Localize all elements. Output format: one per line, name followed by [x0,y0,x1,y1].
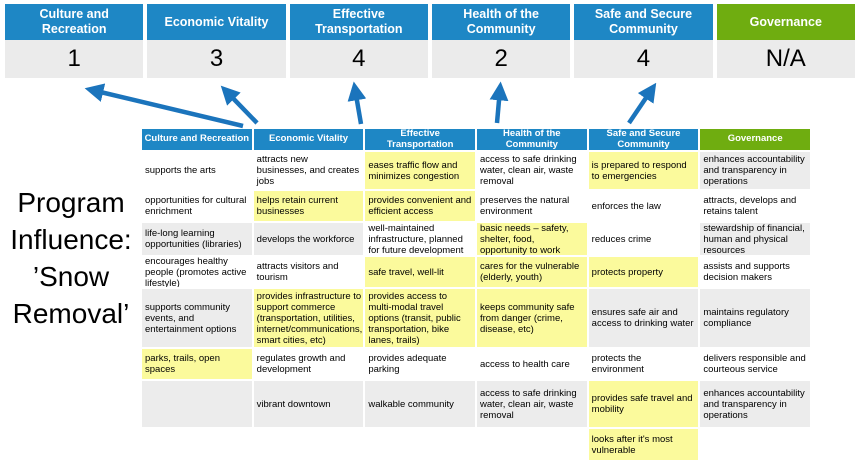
pillar-score: 3 [147,40,285,78]
matrix-cell: supports the arts [142,152,252,189]
matrix-cell-empty [365,429,475,460]
matrix-cell: safe travel, well-lit [365,257,475,287]
matrix-cell: enhances accountability and transparency in operations [700,152,810,189]
pillar-header: Culture and Recreation [5,4,143,40]
pillar-score: 1 [5,40,143,78]
matrix-header: Economic Vitality [254,129,364,150]
matrix-cell: assists and supports decision makers [700,257,810,287]
arrow-up-icon [226,91,257,123]
pillar-header-band [5,4,855,40]
matrix-cell: eases traffic flow and minimizes congestion [365,152,475,189]
pillar-header: Governance [717,4,855,40]
matrix-cell: looks after it's most vulnerable [589,429,699,460]
matrix-cell: access to safe drinking water, clean air, waste removal [477,381,587,427]
matrix-cell: protects the environment [589,349,699,379]
matrix-cell: provides safe travel and mobility [589,381,699,427]
matrix-header: Safe and Secure Community [589,129,699,150]
matrix-cell: preserves the natural environment [477,191,587,221]
score-arrows [0,78,859,130]
matrix-cell: protects property [589,257,699,287]
pillar-score: N/A [717,40,855,78]
matrix-cell-empty [477,429,587,460]
matrix-cell: delivers responsible and courteous service [700,349,810,379]
pillar-header: Health of the Community [432,4,570,40]
matrix-cell: provides adequate parking [365,349,475,379]
matrix-cell: is prepared to respond to emergencies [589,152,699,189]
arrow-up-icon [497,89,500,123]
matrix-cell: provides convenient and efficient access [365,191,475,221]
matrix-cell: reduces crime [589,223,699,255]
pillar-header: Safe and Secure Community [574,4,712,40]
matrix-cell-empty [142,429,252,460]
arrow-up-icon [92,90,243,126]
matrix-cell: provides infrastructure to support commerce (transportation, utilities, internet/communications, smart cities, etc) [254,289,364,347]
matrix-cell: maintains regulatory compliance [700,289,810,347]
matrix-header: Effective Transportation [365,129,475,150]
matrix-cell: opportunities for cultural enrichment [142,191,252,221]
pillar-score: 2 [432,40,570,78]
matrix-cell: life-long learning opportunities (libraries) [142,223,252,255]
matrix-header: Health of the Community [477,129,587,150]
matrix-cell: develops the workforce [254,223,364,255]
matrix-header: Culture and Recreation [142,129,252,150]
matrix-cell: enforces the law [589,191,699,221]
matrix-cell: provides access to multi-modal travel options (transit, public transportation, bike lanes, trails) [365,289,475,347]
program-title-line: Influence: [10,224,132,255]
matrix-cell: well-maintained infrastructure, planned for future development [365,223,475,255]
matrix-header: Governance [700,129,810,150]
score-band [5,40,855,78]
program-influence-title [0,184,142,332]
pillar-header: Effective Transportation [290,4,428,40]
program-title-line: ’Snow [32,261,110,292]
influence-matrix [142,129,810,460]
arrow-up-icon [629,89,652,123]
matrix-cell: attracts visitors and tourism [254,257,364,287]
matrix-cell: keeps community safe from danger (crime, disease, etc) [477,289,587,347]
matrix-cell: attracts new businesses, and creates jobs [254,152,364,189]
matrix-cell-empty [700,429,810,460]
pillar-score: 4 [574,40,712,78]
matrix-cell: enhances accountability and transparency in operations [700,381,810,427]
matrix-cell: encourages healthy people (promotes active lifestyle) [142,257,252,287]
pillar-header: Economic Vitality [147,4,285,40]
matrix-cell: access to health care [477,349,587,379]
matrix-cell: supports community events, and entertainment options [142,289,252,347]
matrix-cell: walkable community [365,381,475,427]
matrix-cell: attracts, develops and retains talent [700,191,810,221]
matrix-cell: vibrant downtown [254,381,364,427]
matrix-cell: access to safe drinking water, clean air, waste removal [477,152,587,189]
matrix-cell: regulates growth and development [254,349,364,379]
pillar-score: 4 [290,40,428,78]
matrix-cell: basic needs – safety, shelter, food, opportunity to work [477,223,587,255]
program-title-line: Program [17,187,125,218]
matrix-cell: stewardship of financial, human and physical resources [700,223,810,255]
arrow-up-icon [355,89,361,124]
matrix-cell-empty [254,429,364,460]
matrix-cell-empty [142,381,252,427]
matrix-cell: ensures safe air and access to drinking water [589,289,699,347]
program-title-line: Removal’ [12,298,130,329]
matrix-cell: helps retain current businesses [254,191,364,221]
matrix-cell: parks, trails, open spaces [142,349,252,379]
matrix-cell: cares for the vulnerable (elderly, youth) [477,257,587,287]
